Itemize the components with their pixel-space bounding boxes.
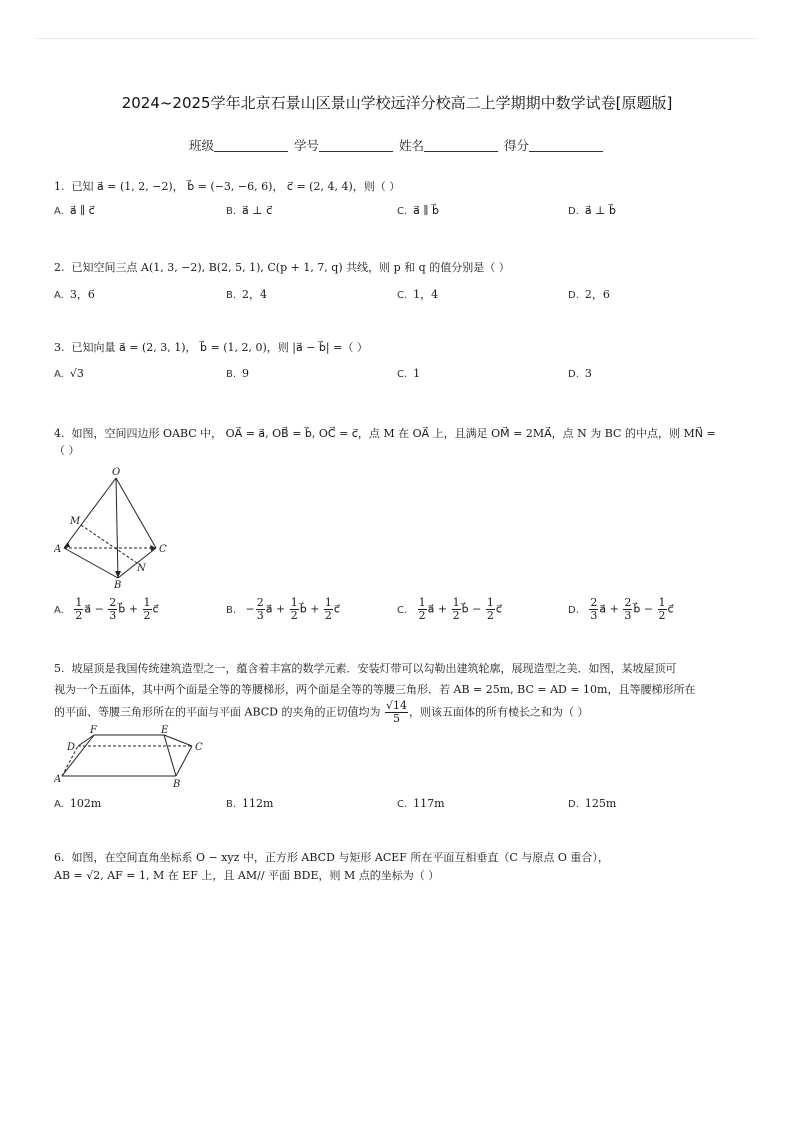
option-d[interactable]: D. 125m [568,797,617,810]
option-d[interactable]: D. 2，6 [568,288,610,301]
label-m: M [70,516,81,527]
label-a: A [54,544,62,555]
edge-oc [116,478,156,548]
question-number: 3. [54,341,65,354]
segment-mn [81,525,137,563]
option-d[interactable]: D. a⃗ ⊥ b⃗ [568,204,616,217]
question-number: 6. [54,851,65,864]
question-number: 2. [54,261,65,274]
edge-ce [164,735,192,746]
id-blank[interactable] [319,139,393,152]
edge-oa [64,478,116,548]
label-b: B [173,779,181,790]
question-6-stem-line-2: AB = √2, AF = 1, M 在 EF 上，且 AM// 平面 BDE，则 M 点的坐标为（ ） [54,869,440,882]
question-3-options [54,367,744,389]
edge-df [78,735,94,746]
question-1-options [54,204,744,226]
class-blank[interactable] [214,139,288,152]
id-label: 学号 [293,138,319,153]
option-a[interactable]: A. √3 [54,367,84,380]
question-text: 已知向量 a⃗ = (2, 3, 1)， b⃗ = (1, 2, 0)，则 |a⃗ − b⃗| =（ ） [71,341,368,354]
question-text: 已知 a⃗ = (1, 2, −2)， b⃗ = (−3, −6, 6)， c⃗ = (2, 4, 4)，则（ ） [71,180,401,193]
label-o: O [112,467,121,478]
option-c[interactable]: C. 117m [397,797,445,810]
option-b[interactable]: B. − $\frac{2}{3}$ a⃗ + $\frac{1}{2}$ b⃗ + $\frac{1}{2}$ c⃗ [226,596,340,622]
edge-bc [176,746,192,776]
score-blank[interactable] [529,139,603,152]
label-d: D [67,742,76,753]
student-info-line [0,136,794,154]
question-5-options [54,797,744,819]
option-c[interactable]: C. 1，4 [397,288,439,301]
edge-be [164,735,176,776]
option-b[interactable]: B. 112m [226,797,274,810]
answer-brackets: （ ） [54,444,80,457]
question-2-options [54,286,744,308]
question-6-stem-line-1: 6. 如图，在空间直角坐标系 O − xyz 中，正方形 ABCD 与矩形 ACEF 所在平面互相垂直（C 与原点 O 重合）， [54,851,609,864]
arrow-a [64,542,70,548]
question-1-stem [54,178,744,195]
option-c[interactable]: C. 1 [397,367,421,380]
label-a: A [54,774,62,785]
option-c[interactable]: C. a⃗ ∥ b⃗ [397,204,439,217]
name-label: 姓名 [398,138,424,153]
question-5-stem-line-3: 的平面、等腰三角形所在的平面与平面 ABCD 的夹角的正切值均为 $\frac{√14}{5}$ ，则该五面体的所有棱长之和为（ ） [54,699,589,725]
question-5-stem-line-1: 5. 坡屋顶是我国传统建筑造型之一，蕴含着丰富的数学元素．安装灯带可以勾勒出建筑轮廓，展现造型之美．如图，某坡屋顶可 [54,662,677,675]
edge-ob [116,478,118,578]
option-b[interactable]: B. 2，4 [226,288,268,301]
option-b[interactable]: B. 9 [226,367,250,380]
label-c: C [195,742,203,753]
tetrahedron-figure [54,464,184,590]
roof-figure [54,724,214,790]
question-number: 4. [54,427,65,440]
option-b[interactable]: B. a⃗ ⊥ c⃗ [226,204,273,217]
option-a[interactable]: A. a⃗ ∥ c⃗ [54,204,95,217]
question-number: 1. [54,180,65,193]
question-text: 已知空间三点 A(1, 3, −2), B(2, 5, 1), C(p + 1, 7, q) 共线，则 p 和 q 的值分别是（ ） [71,261,510,274]
tangent-fraction: $\frac{√14}{5}$ [385,699,407,725]
top-rule [36,38,758,39]
question-4-options [54,597,744,623]
question-5-stem-line-2: 视为一个五面体，其中两个面是全等的等腰梯形，两个面是全等的等腰三角形．若 AB = 25m, BC = AD = 10m，且等腰梯形所在 [54,683,696,696]
page-title: 2024~2025学年北京石景山区景山学校远洋分校高二上学期期中数学试卷[原题版] [121,94,673,112]
question-4-stem [54,425,744,442]
class-label: 班级 [188,138,214,153]
label-e: E [161,725,169,736]
question-4-stem-continued [54,442,744,459]
option-d[interactable]: D. $\frac{2}{3}$ a⃗ + $\frac{2}{3}$ b⃗ − $\frac{1}{2}$ c⃗ [568,596,674,622]
label-f: F [90,725,97,736]
name-blank[interactable] [424,139,498,152]
score-label: 得分 [503,138,529,153]
option-a[interactable]: A. 3，6 [54,288,95,301]
label-n: N [137,563,146,574]
label-c: C [159,544,167,555]
question-text: 如图，空间四边形 OABC 中， OA⃗ = a⃗, OB⃗ = b⃗, OC⃗ = c⃗，点 M 在 OA⃗ 上，且满足 OM⃗ = 2MA⃗，点 N 为 BC 的中点，则 MN⃗ = [71,427,716,440]
question-2-stem [54,259,744,276]
edge-ab [64,548,118,578]
question-3-stem [54,339,744,356]
label-b: B [114,580,122,590]
option-a[interactable]: A. $\frac{1}{2}$ a⃗ − $\frac{2}{3}$ b⃗ + $\frac{1}{2}$ c⃗ [54,596,159,622]
question-number: 5. [54,662,65,675]
option-c[interactable]: C. $\frac{1}{2}$ a⃗ + $\frac{1}{2}$ b⃗ − $\frac{1}{2}$ c⃗ [397,596,502,622]
option-d[interactable]: D. 3 [568,367,592,380]
option-a[interactable]: A. 102m [54,797,102,810]
